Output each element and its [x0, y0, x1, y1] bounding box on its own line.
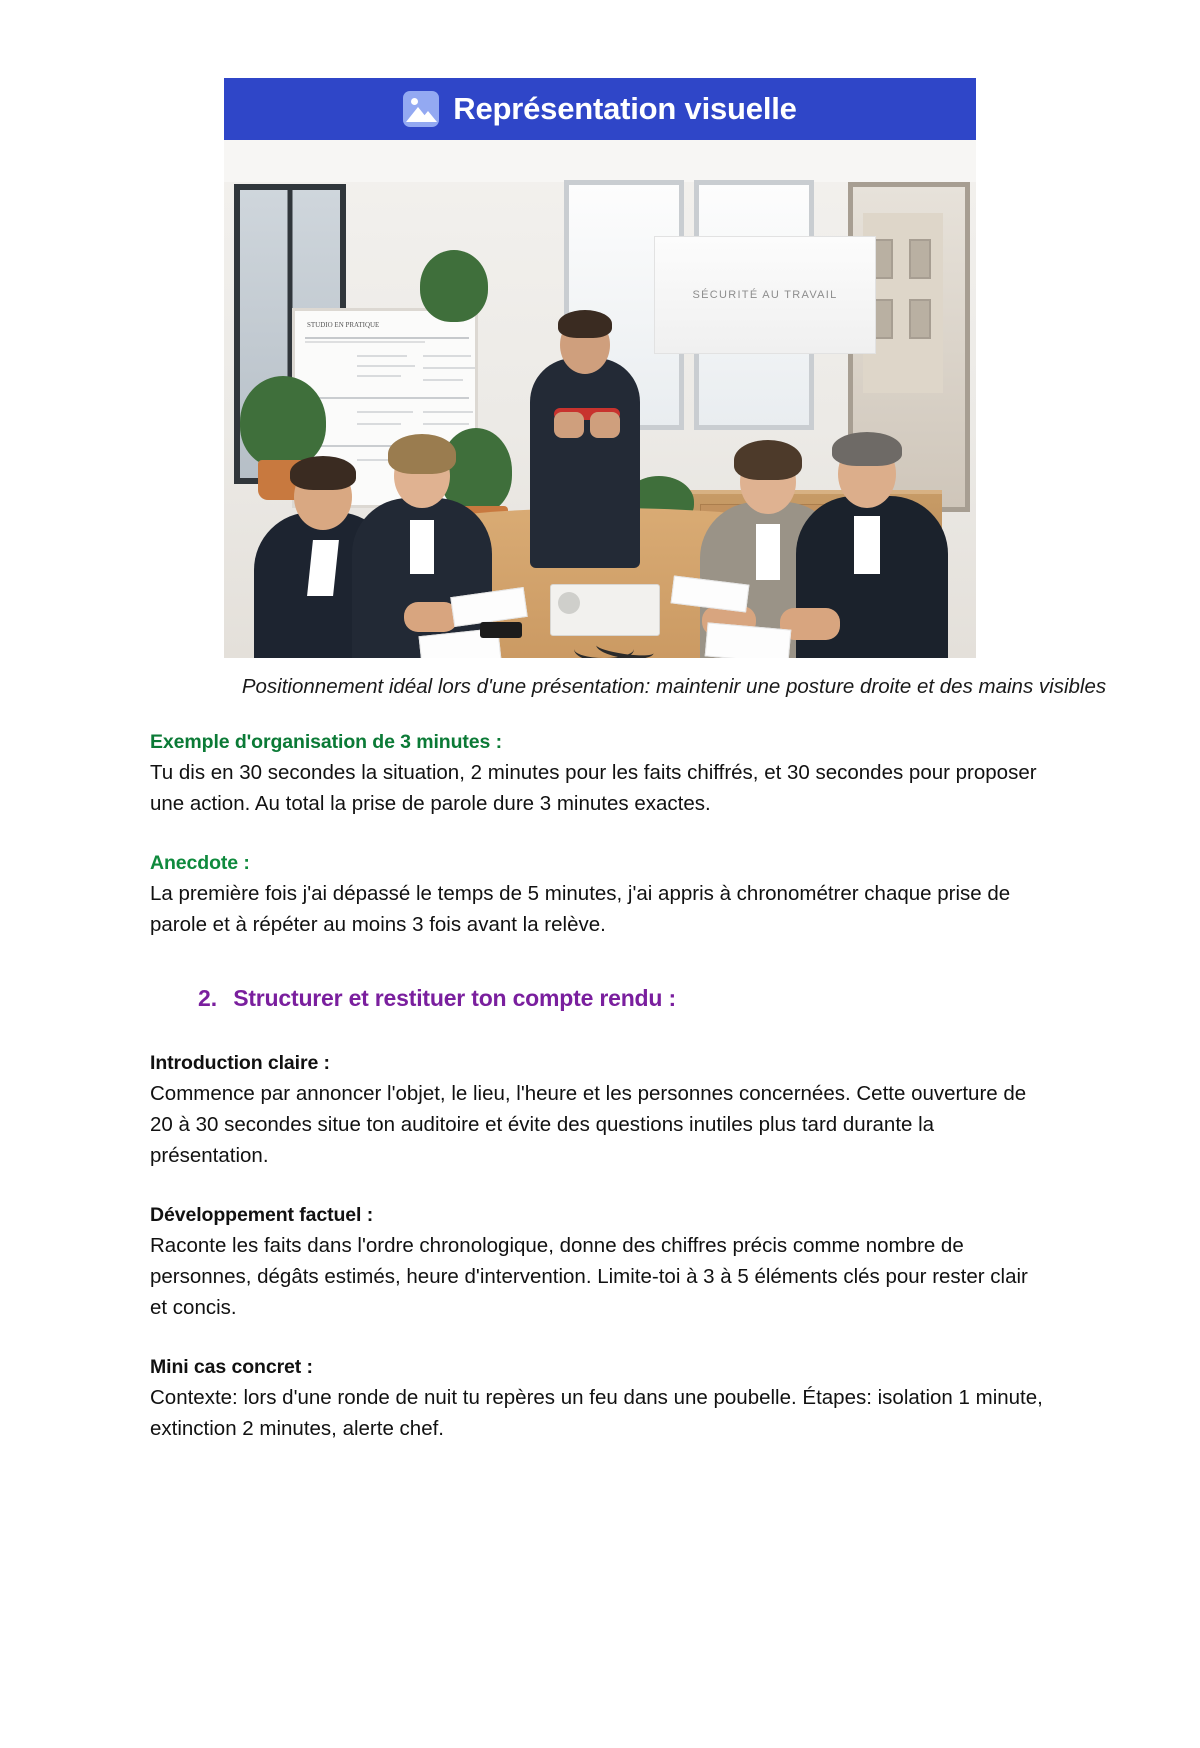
- photo-attendee-1-hair: [290, 456, 356, 490]
- section-body-exemple-organisation: Tu dis en 30 secondes la situation, 2 minutes pour les faits chiffrés, et 30 secondes pour proposer une action. Au total la prise de parole dure 3 minutes exactes.: [150, 761, 1037, 816]
- photo-attendee-3-hair: [734, 440, 802, 480]
- photo-screen-text: SÉCURITÉ AU TRAVAIL: [692, 289, 838, 301]
- section-body-introduction-claire: Commence par annoncer l'objet, le lieu, l'heure et les personnes concernées. Cette ouverture de 20 à 30 secondes situe ton auditoire et évite des questions inutiles plus tard durante la présentation.: [150, 1081, 1027, 1168]
- section-heading-mini-cas-concret: Mini cas concret :: [150, 1355, 313, 1378]
- section-exemple-organisation: [150, 731, 1050, 820]
- photo-hands-left: [404, 602, 458, 632]
- photo-plant-top: [420, 250, 488, 322]
- photo-projection-screen: [654, 236, 876, 354]
- photo-plant-left: [240, 376, 326, 468]
- photo-whiteboard-title: STUDIO EN PRATIQUE: [307, 321, 380, 329]
- photo-attendee-4-shirt: [854, 516, 880, 574]
- section-anecdote: [150, 852, 1050, 941]
- section-heading-exemple-organisation: Exemple d'organisation de 3 minutes :: [150, 731, 503, 754]
- photo-attendee-3-shirt: [756, 524, 780, 580]
- presentation-photo: [224, 140, 976, 658]
- section-mini-cas-concret: [150, 1356, 1050, 1445]
- photo-presenter-body: [530, 358, 640, 568]
- photo-paper-4: [705, 622, 792, 658]
- figure-caption: Positionnement idéal lors d'une présentation: maintenir une posture droite et des mains visibles: [241, 675, 1107, 698]
- photo-attendee-2-hair: [388, 434, 456, 474]
- visual-representation-figure: [224, 78, 1107, 701]
- section-developpement-factuel: [150, 1204, 1050, 1324]
- section-heading-developpement-factuel: Développement factuel :: [150, 1203, 374, 1226]
- photo-phone: [480, 622, 522, 638]
- section-introduction-claire: [150, 1052, 1050, 1172]
- document-page: [0, 78, 1200, 1748]
- numbered-heading-2-label: Structurer et restituer ton compte rendu :: [233, 984, 676, 1011]
- photo-projector-lens: [558, 592, 580, 614]
- section-body-anecdote: La première fois j'ai dépassé le temps de 5 minutes, j'ai appris à chronométrer chaque prise de parole et à répéter au moins 3 fois avant la relève.: [150, 881, 1011, 937]
- section-body-mini-cas-concret: Contexte: lors d'une ronde de nuit tu repères un feu dans une poubelle. Étapes: isolation 1 minute, extinction 2 minutes, alerte chef.: [150, 1385, 1043, 1441]
- section-heading-anecdote: Anecdote :: [150, 851, 250, 874]
- numbered-heading-2: [198, 985, 1050, 1012]
- image-icon: [403, 91, 439, 127]
- photo-presenter-hand-left: [554, 412, 584, 438]
- section-body-developpement-factuel: Raconte les faits dans l'ordre chronologique, donne des chiffres précis comme nombre de personnes, dégâts estimés, heure d'intervention. Limite-toi à 3 à 5 éléments clés pour rester clair et concis.: [150, 1233, 1028, 1320]
- section-heading-introduction-claire: Introduction claire :: [150, 1051, 330, 1074]
- photo-attendee-4-hair: [832, 432, 902, 466]
- photo-presenter-hair: [558, 310, 612, 338]
- figure-banner-title: Représentation visuelle: [453, 91, 797, 126]
- figure-banner: [224, 78, 976, 140]
- photo-attendee-2-shirt: [410, 520, 434, 574]
- photo-presenter-hand-right: [590, 412, 620, 438]
- document-content: [150, 701, 1050, 1444]
- numbered-heading-2-number: 2.: [198, 984, 218, 1011]
